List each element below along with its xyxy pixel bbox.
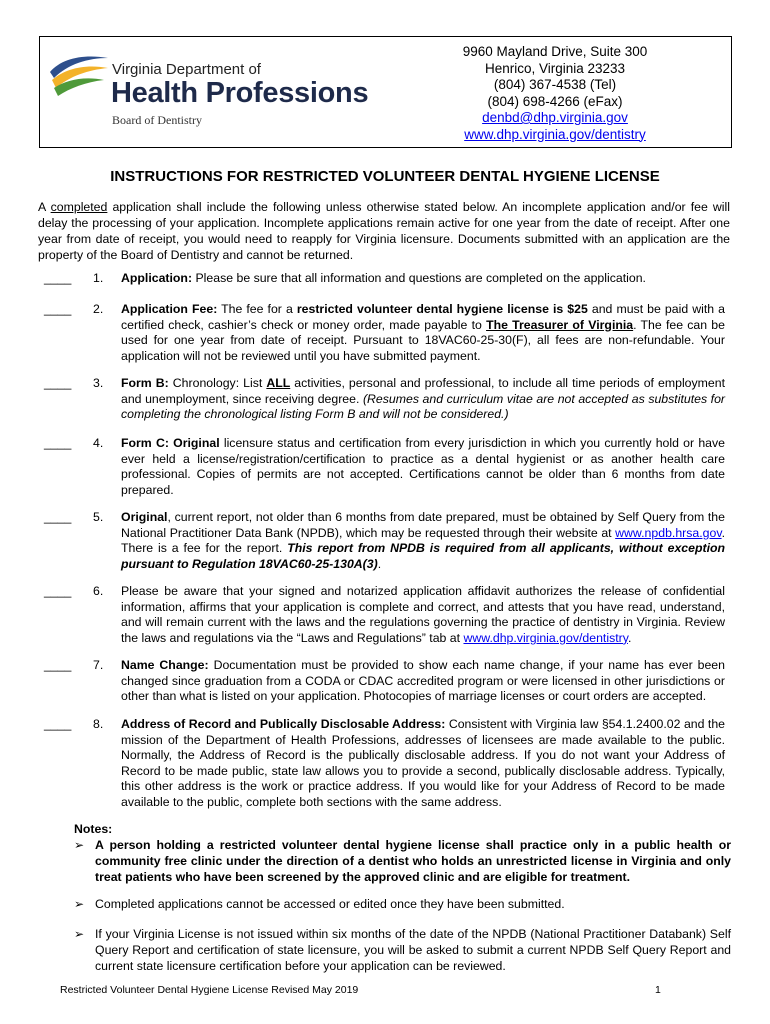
email-link[interactable]: denbd@dhp.virginia.gov bbox=[482, 110, 628, 125]
checkbox-blank[interactable]: ____ bbox=[44, 302, 72, 316]
address-city: Henrico, Virginia 23233 bbox=[484, 60, 626, 76]
item-text: Application Fee: The fee for a restricted volunteer dental hygiene license is $25 and must be paid with a certified check, cashier’s check or money order, made payable to The Treasurer of Virginia. The fee can be used for one year from date of receipt. Pursuant to 18VAC60-25-30(F), all fees are non-refundable. Your application will not be reviewed until you have submitted payment. bbox=[121, 302, 725, 363]
arrow-bullet-icon: ➢ bbox=[74, 927, 85, 941]
logo-line-1: Virginia Department of bbox=[112, 61, 261, 78]
checkbox-blank[interactable]: ____ bbox=[44, 584, 72, 598]
item-text: Application: Please be sure that all information and questions are completed on the application. bbox=[121, 271, 646, 285]
item-number: 2. bbox=[93, 302, 104, 316]
note-text: Completed applications cannot be accessed or edited once they have been submitted. bbox=[95, 897, 565, 911]
intro-paragraph: A completed application shall include the following unless otherwise stated below. An incomplete application and/or fee will delay the processing of your application. Incomplete applications remain active for one year from the date of receipt. After one year from date of receipt, you would need to reapply for Virginia licensure. Documents submitted with an application are the property of the Board of Dentistry and cannot be returned. bbox=[38, 200, 730, 262]
page-number: 1 bbox=[655, 984, 661, 996]
item-number: 4. bbox=[93, 436, 104, 450]
website-link[interactable]: www.dhp.virginia.gov/dentistry bbox=[464, 126, 646, 142]
board-address bbox=[380, 44, 730, 143]
address-fax: (804) 698-4266 (eFax) bbox=[487, 93, 623, 109]
item-number: 6. bbox=[93, 584, 104, 598]
virginia-swoosh-icon bbox=[48, 50, 110, 120]
item-number: 3. bbox=[93, 376, 104, 390]
laws-regulations-link[interactable]: www.dhp.virginia.gov/dentistry bbox=[463, 630, 628, 645]
item-number: 1. bbox=[93, 271, 104, 285]
arrow-bullet-icon: ➢ bbox=[74, 897, 85, 911]
item-number: 5. bbox=[93, 510, 104, 524]
item-text: Form B: Chronology: List ALL activities, personal and professional, to include all time periods of employment and unemployment, since receiving degree. (Resumes and curriculum vitae are not accepted as substitutes for completing the chronological listing Form B and will not be considered.) bbox=[121, 376, 725, 422]
item-number: 8. bbox=[93, 717, 104, 731]
npdb-link[interactable]: www.npdb.hrsa.gov bbox=[615, 525, 722, 540]
checkbox-blank[interactable]: ____ bbox=[44, 436, 72, 450]
item-text: Please be aware that your signed and notarized application affidavit authorizes the release of confidential information, affirms that your application is complete and correct, and attests that you have read, understand, and will remain current with the laws and the regulations governing the practice of dentistry in Virginia. Review the laws and regulations via the “Laws and Regulations” tab at www.dhp.virginia.gov/dentistry. bbox=[121, 584, 725, 645]
checkbox-blank[interactable]: ____ bbox=[44, 271, 72, 285]
address-street: 9960 Mayland Drive, Suite 300 bbox=[462, 44, 648, 59]
item-text: Original, current report, not older than 6 months from date prepared, must be obtained by Self Query from the National Practitioner Data Bank (NPDB), which may be requested through their website at www.npdb.hrsa.gov. There is a fee for the report. This report from NPDB is required from all applicants, without exception pursuant to Regulation 18VAC60-25-130A(3). bbox=[121, 510, 726, 571]
item-text: Name Change: Documentation must be provided to show each name change, if your name has ever been changed since graduation from a CODA or CDAC accredited program or were licensed in other jurisdictions or other than what is listed on your application. Photocopies of marriage licenses or court orders are accepted. bbox=[121, 658, 725, 704]
notes-heading: Notes: bbox=[74, 822, 113, 836]
page-title: INSTRUCTIONS FOR RESTRICTED VOLUNTEER DENTAL HYGIENE LICENSE bbox=[110, 168, 660, 185]
note-text: If your Virginia License is not issued within six months of the date of the NPDB (National Practitioner Databank) Self Query Report and certification of state licensure, you will be asked to submit a current NPDB Self Query Report and current state licensure certification before your application can be reviewed. bbox=[95, 927, 731, 973]
dhp-logo bbox=[48, 50, 378, 150]
item-number: 7. bbox=[93, 658, 104, 672]
footer-text: Restricted Volunteer Dental Hygiene License Revised May 2019 bbox=[60, 984, 359, 996]
arrow-bullet-icon: ➢ bbox=[74, 838, 85, 852]
header-box bbox=[39, 36, 732, 148]
checkbox-blank[interactable]: ____ bbox=[44, 717, 72, 731]
address-tel: (804) 367-4538 (Tel) bbox=[493, 77, 617, 92]
logo-line-2: Health Professions bbox=[111, 77, 369, 109]
item-text: Form C: Original licensure status and certification from every jurisdiction in which you currently hold or have ever held a license/registration/certification to practice as a dental hygienist or as another health care professional. Copies of permits are not accepted. Certifications cannot be older than 6 months from date prepared. bbox=[121, 436, 726, 497]
note-text: A person holding a restricted volunteer dental hygiene license shall practice only in a public health or community free clinic under the direction of a dentist who holds an unrestricted license in Virginia and only treat patients who have been screened by the approved clinic and are eligible for treatment. bbox=[95, 838, 731, 884]
checkbox-blank[interactable]: ____ bbox=[44, 376, 72, 390]
item-text: Address of Record and Publically Disclosable Address: Consistent with Virginia law §54.1.2400.02 and the mission of the Department of Health Professions, addresses of licensees are made available to the public. Normally, the Address of Record is the publically disclosable address. If you do not want your Address of Record to be made public, state law allows you to provide a second, publically disclosable address. Typically, this other address is the work or practice address. If you would like for your Address of Record to be made available to the public, complete both sections with the same address. bbox=[121, 717, 726, 809]
checkbox-blank[interactable]: ____ bbox=[44, 658, 72, 672]
logo-line-3: Board of Dentistry bbox=[112, 113, 202, 127]
checkbox-blank[interactable]: ____ bbox=[44, 510, 72, 524]
